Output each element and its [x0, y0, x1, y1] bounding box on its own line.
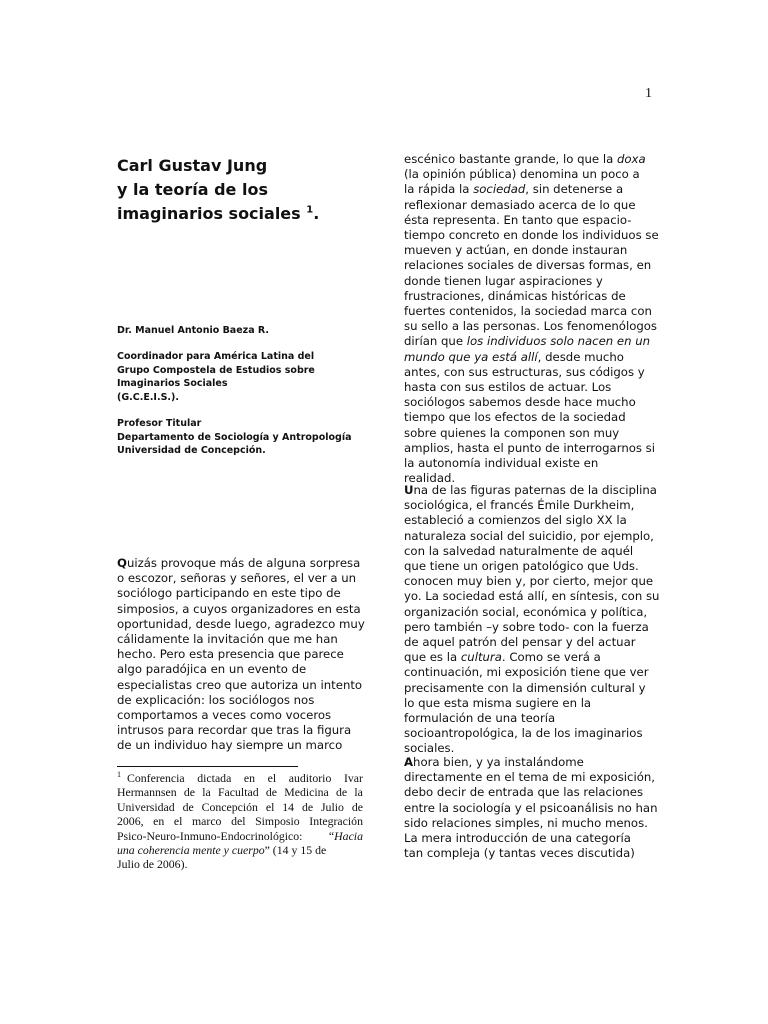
footnote-word: Psico-Neuro-Inmuno-Endocrinológico: [117, 828, 303, 843]
paper-title [117, 154, 362, 226]
text-line: fuertes contenidos, la sociedad marca con [404, 304, 652, 319]
affiliation-line: Departamento de Sociología y Antropología [117, 431, 352, 443]
text-line: sociólogo participando en este tipo de [117, 586, 341, 601]
page-number: 1 [645, 86, 652, 101]
footnote-word: Julio [320, 799, 344, 814]
text-line: que tiene un origen patológico que Uds. [404, 559, 639, 574]
footnote-word: auditorio [288, 771, 332, 785]
text-line: continuación, mi exposición tiene que ver [404, 665, 649, 680]
footnote-line [117, 785, 363, 799]
footnote [117, 771, 363, 872]
coordinator-affiliation [117, 350, 362, 404]
text-line: la autonomía individual existe en [404, 456, 599, 471]
footnote-word: Integración [309, 814, 363, 829]
footnote-line [117, 800, 363, 814]
text-line: sociólogos sabemos desde hace mucho [404, 395, 636, 410]
text-line-content: uizás provoque más de alguna sorpresa [126, 556, 361, 570]
text-line: mueven y actúan, en donde instauran [404, 243, 628, 258]
text-line [404, 334, 656, 349]
affiliation-line: Coordinador para América Latina del [117, 351, 315, 362]
footnote-word: 14 [282, 799, 295, 814]
text-segment: , sin detenerse a [525, 182, 624, 197]
footnote-word: de [336, 785, 348, 800]
footnote-word: el [265, 799, 275, 814]
text-line [117, 556, 362, 571]
drop-cap: U [404, 483, 414, 497]
footnote-word: Facultad [217, 785, 259, 800]
title-footnote-ref: 1 [306, 204, 314, 216]
footnote-word: de [265, 785, 277, 800]
text-line [404, 152, 656, 167]
footnote-word: la [202, 785, 211, 800]
text-line: organización social, económica y política, [404, 604, 648, 619]
text-segment: la rápida la [404, 182, 474, 197]
text-segment: dirían que [404, 334, 467, 349]
drop-cap: A [404, 755, 414, 769]
title-line: Carl Gustav Jung [117, 156, 268, 175]
professor-affiliation [117, 417, 362, 458]
text-line: amplios, hasta el punto de interrogarnos si [404, 440, 656, 455]
affiliation-line: Profesor Titular [117, 418, 202, 429]
text-line: antes, con sus estructuras, sus códigos y [404, 364, 645, 379]
text-line: debo decir de entrada que las relaciones [404, 785, 644, 800]
footnote-word: en [153, 814, 165, 829]
text-line: realidad. [404, 471, 456, 486]
italic-term: mundo que ya está allí [404, 349, 538, 364]
text-line: (la opinión pública) denomina un poco a [404, 167, 640, 182]
text-line: oportunidad, desde luego, agradezco muy [117, 616, 365, 631]
title-line [117, 202, 362, 226]
title-end: . [313, 204, 320, 223]
intro-paragraph [117, 556, 365, 754]
footnote-line [117, 814, 363, 828]
text-line: cálidamente la invitación que me han [117, 632, 338, 647]
text-line: tiempo que los efectos de la sociedad [404, 410, 626, 425]
footnote-word: Hermannsen [117, 785, 177, 800]
footnote-word: el [267, 771, 277, 785]
text-line: ésta representa. En tanto que espacio- [404, 212, 632, 227]
text-line [404, 755, 656, 770]
footnote-word: de [183, 785, 195, 800]
body-paragraph-2 [404, 483, 660, 757]
footnote-word: Simposio [255, 814, 300, 829]
text-segment: na de las figuras paternas de la disciplina [413, 483, 657, 497]
text-line: de explicación: los sociólogos nos [117, 692, 315, 707]
title-line: y la teoría de los [117, 180, 268, 199]
footnote-word [117, 771, 185, 785]
text-line: estableció a comienzos del siglo XX la [404, 513, 627, 528]
text-line: formulación de una teoría [404, 711, 556, 726]
text-line: hasta con sus estilos de actuar. Los [404, 380, 612, 395]
text-line: socioantropológica, la de los imaginarios [404, 726, 643, 741]
text-line: simposios, a cuyos organizadores en esta [117, 601, 361, 616]
text-line: de un individuo hay siempre un marco [117, 738, 343, 753]
text-line: de aquel patrón del pensar y del actuar [404, 635, 636, 650]
text-segment: . Como se verá a [501, 650, 601, 665]
text-line [404, 483, 656, 498]
text-line: naturaleza social del suicidio, por ejemplo, [404, 528, 654, 543]
text-line: lo que esta misma sugiere en la [404, 695, 592, 710]
text-line: tan compleja (y tantas veces discutida) [404, 846, 635, 861]
text-line: La mera introducción de una categoría [404, 831, 631, 846]
text-line: con la salvedad naturalmente de aquél [404, 543, 634, 558]
text-line: especialistas creo que autoriza un intento [117, 677, 363, 692]
text-line: precisamente con la dimensión cultural y [404, 680, 646, 695]
text-line [404, 182, 656, 197]
text-segment: , desde mucho [537, 349, 624, 364]
text-segment: que es la [404, 650, 461, 665]
affiliation-line: Universidad de Concepción. [117, 445, 266, 457]
text-line: relaciones sociales de diversas formas, en [404, 258, 652, 273]
open-quote: “ [328, 828, 335, 843]
text-line: donde tienen lugar aspiraciones y [404, 273, 603, 288]
footnote-word: en [243, 771, 256, 785]
footnote-italic: una coherencia mente y cuerpo [117, 843, 265, 858]
footnote-word-text: Conferencia [127, 771, 185, 785]
text-line: entre la sociología y el psicoanálisis no han [404, 800, 658, 815]
footnote-word: del [231, 814, 246, 829]
text-line: intrusos para recordar que tras la figura [117, 723, 352, 738]
text-line: conocen muy bien y, por cierto, mejor que [404, 574, 654, 589]
footnote-word: marco [191, 814, 222, 829]
text-line: pero también –y sobre todo- con la fuerza [404, 619, 649, 634]
drop-cap: Q [117, 556, 127, 570]
footnote-word: Ivar [343, 771, 363, 785]
italic-term: sociedad [473, 182, 526, 197]
text-line: hecho. Pero esta presencia que parece [117, 647, 344, 662]
text-line [404, 650, 656, 665]
text-line: sobre quienes la componen son muy [404, 425, 620, 440]
text-line: su sello a las personas. Los fenomenólogos [404, 319, 657, 334]
text-line: sociales. [404, 741, 455, 756]
affiliation-line: Grupo Compostela de Estudios sobre [117, 364, 315, 376]
author-name [117, 324, 362, 338]
body-paragraph-3 [404, 755, 656, 861]
body-paragraph-1 [404, 152, 659, 486]
footnote-word: de [351, 799, 363, 814]
text-line: comportamos a veces como voceros [117, 708, 332, 723]
text-segment: hora bien, y ya instalándome [413, 755, 584, 769]
text-line: o escozor, señoras y señores, el ver a un [117, 571, 357, 586]
text-line: sido relaciones simples, ni mucho menos. [404, 815, 648, 830]
affiliation-line: Imaginarios Sociales [117, 378, 228, 390]
italic-term: los individuos solo nacen en un [466, 334, 651, 349]
text-line: frustraciones, dinámicas históricas de [404, 288, 626, 303]
text-line [404, 350, 656, 365]
footnote-word: el [173, 814, 183, 829]
footnote-word: Concepción [201, 799, 258, 814]
footnote-italic: Hacia [334, 828, 363, 843]
footnote-word [329, 829, 363, 843]
text-segment: escénico bastante grande, lo que la [404, 152, 617, 166]
footnote-word: 2006, [117, 814, 144, 829]
footnote-word: de [182, 799, 194, 814]
footnote-line [117, 843, 363, 857]
footnote-word: la [354, 785, 363, 800]
text-line: directamente en el tema de mi exposición, [404, 770, 655, 785]
footnote-text: ” (14 y 15 de [264, 843, 327, 858]
italic-term: cultura [460, 650, 502, 665]
footnote-line [117, 829, 363, 843]
affiliation-line: (G.C.E.I.S.). [117, 391, 179, 403]
text-line: tiempo concreto en donde los individuos se [404, 228, 659, 243]
footnote-word: Medicina [284, 785, 329, 800]
text-line: yo. La sociedad está allí, en síntesis, con su [404, 589, 660, 604]
footnote-line [117, 771, 363, 785]
author-line: Dr. Manuel Antonio Baeza R. [117, 325, 270, 336]
footnote-word: dictada [197, 771, 232, 785]
footnote-divider [117, 766, 298, 767]
italic-term: doxa [616, 152, 646, 166]
footnote-number: 1 [117, 770, 121, 780]
text-line: algo paradójica en un evento de [117, 662, 307, 677]
footnote-word: de [301, 799, 314, 814]
text-line: sociológica, el francés Émile Durkheim, [404, 498, 635, 513]
text-line: reflexionar demasiado acerca de lo que [404, 197, 636, 212]
title-line-text: imaginarios sociales [117, 204, 301, 223]
footnote-word: Universidad [117, 799, 175, 814]
footnote-line: Julio de 2006). [117, 857, 188, 872]
